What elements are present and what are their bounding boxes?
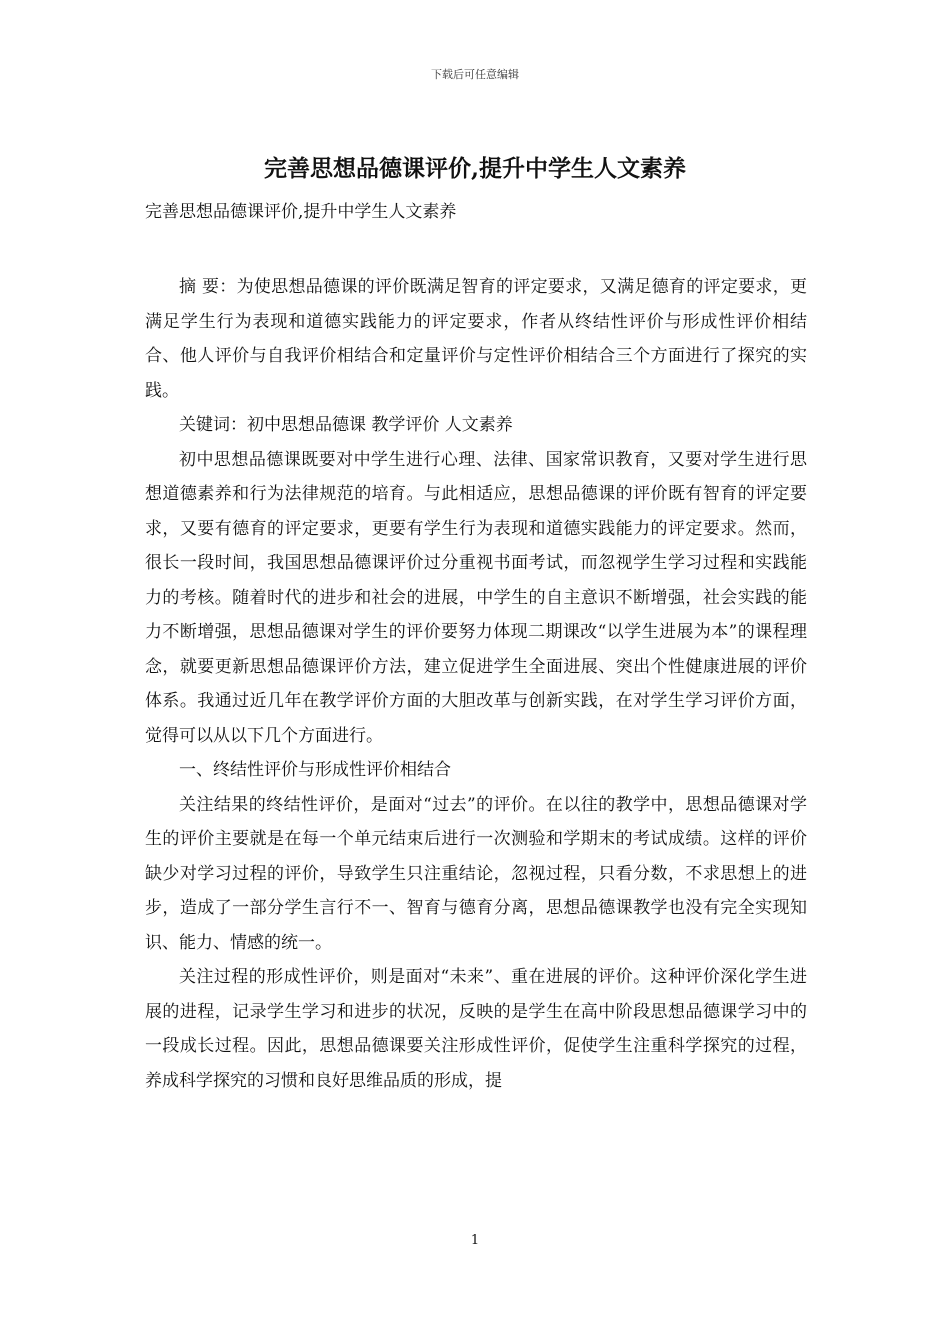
document-title: 完善思想品德课评价,提升中学生人文素养 (263, 155, 686, 182)
abstract-paragraph: 摘 要：为使思想品德课的评价既满足智育的评定要求，又满足德育的评定要求，更满足学生行为表现和道德实践能力的评定要求，作者从终结性评价与形成性评价相结合、他人评价与自我评价相结合和定量评价与定性评价相结合三个方面进行了探究的实践。 (145, 277, 807, 401)
page-number: 1 (470, 1233, 480, 1248)
header-note: 下载后可任意编辑 (431, 68, 519, 81)
keywords-paragraph: 关键词：初中思想品德课 教学评价 人文素养 (179, 415, 513, 435)
document-subtitle: 完善思想品德课评价,提升中学生人文素养 (145, 202, 457, 222)
body-paragraph: 初中思想品德课既要对中学生进行心理、法律、国家常识教育，又要对学生进行思想道德素养和行为法律规范的培育。与此相适应，思想品德课的评价既有智育的评定要求，又要有德育的评定要求，更要有学生行为表现和道德实践能力的评定要求。然而，很长一段时间，我国思想品德课评价过分重视书面考试，而忽视学生学习过程和实践能力的考核。随着时代的进步和社会的进展，中学生的自主意识不断增强，社会实践的能力不断增强，思想品德课对学生的评价要努力体现二期课改“以学生进展为本”的课程理念，就要更新思想品德课评价方法，建立促进学生全面进展、突出个性健康进展的评价体系。我通过近几年在教学评价方面的大胆改革与创新实践，在对学生学习评价方面，觉得可以从以下几个方面进行。 (145, 449, 807, 746)
document-body (145, 270, 807, 1098)
body-paragraph: 关注结果的终结性评价，是面对“过去”的评价。在以往的教学中，思想品德课对学生的评价主要就是在每一个单元结束后进行一次测验和学期末的考试成绩。这样的评价缺少对学习过程的评价，导致学生只注重结论，忽视过程，只看分数，不求思想上的进步，造成了一部分学生言行不一、智育与德育分离，思想品德课教学也没有完全实现知识、能力、情感的统一。 (145, 794, 807, 953)
body-paragraph: 关注过程的形成性评价，则是面对“未来”、重在进展的评价。这种评价深化学生进展的进程，记录学生学习和进步的状况，反映的是学生在高中阶段思想品德课学习中的一段成长过程。因此，思想品德课要关注形成性评价，促使学生注重科学探究的过程，养成科学探究的习惯和良好思维品质的形成，提 (145, 967, 807, 1091)
section-heading: 一、终结性评价与形成性评价相结合 (179, 760, 451, 780)
